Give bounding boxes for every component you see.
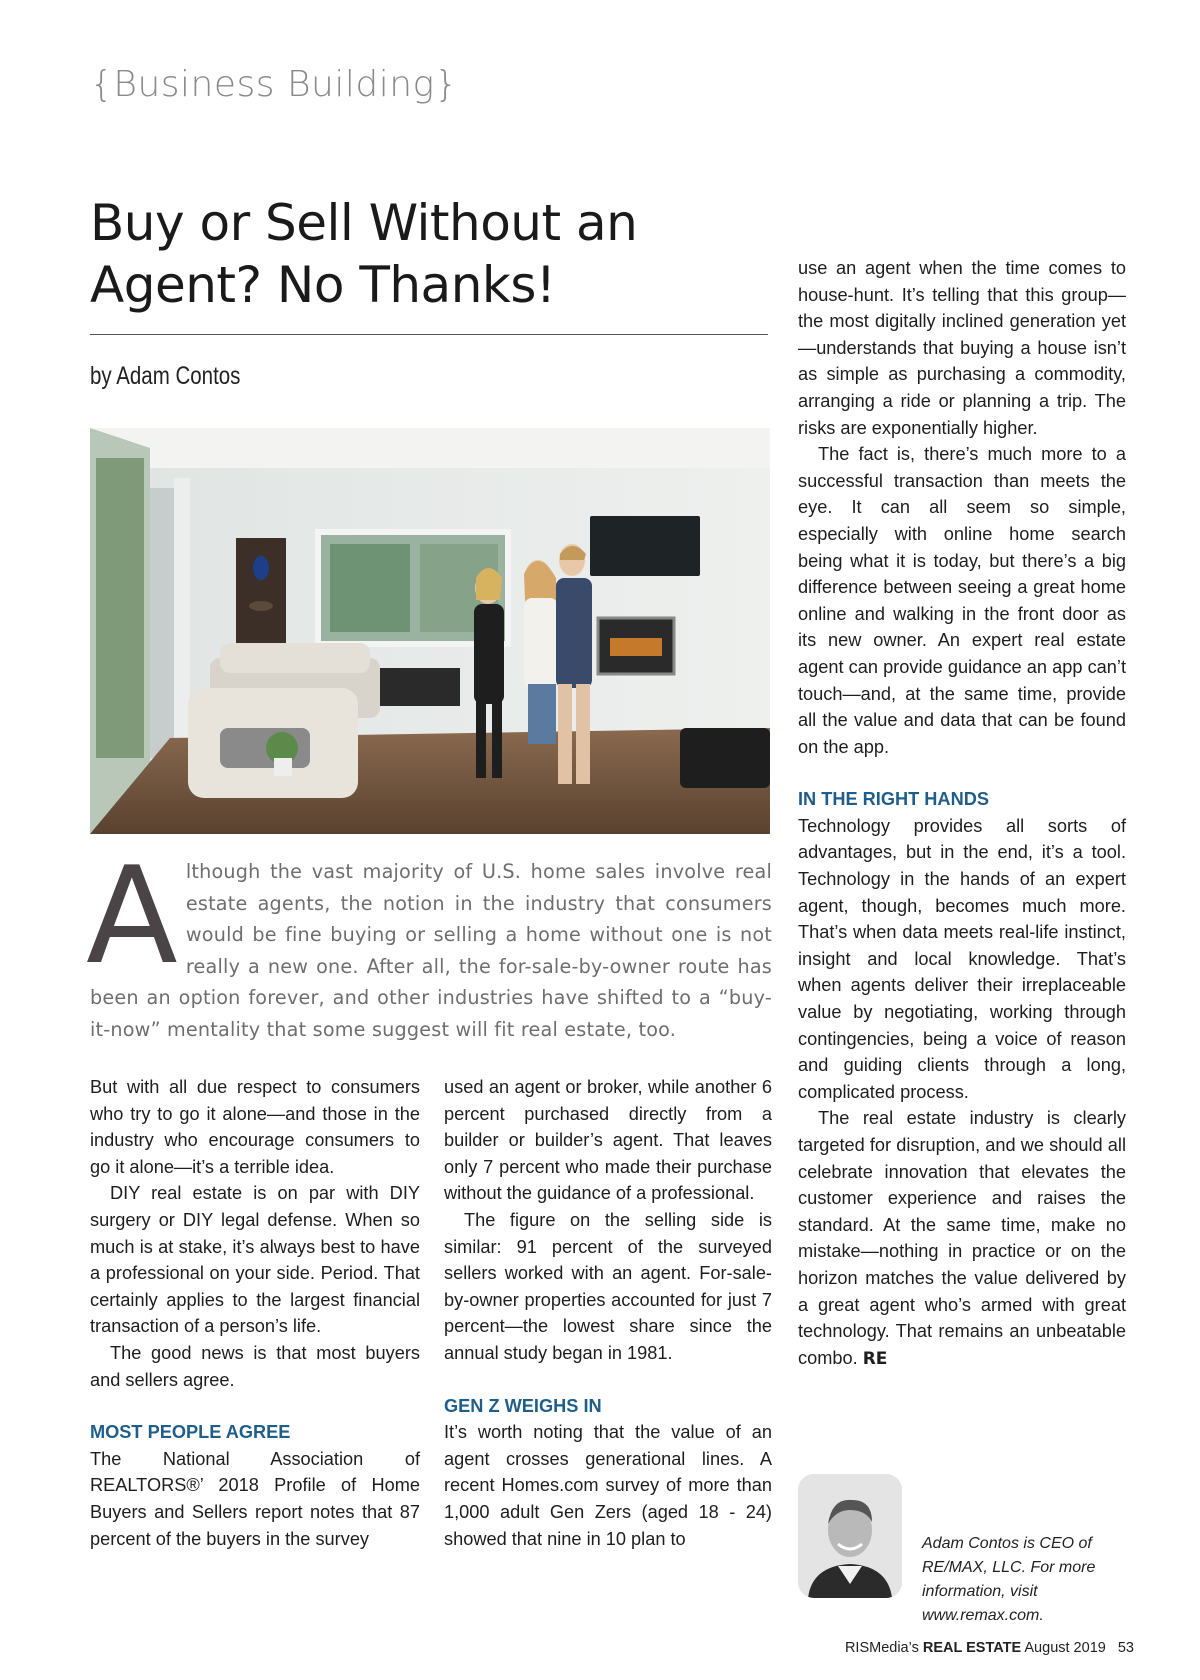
page-footer [845, 1640, 1134, 1656]
body-column-2 [444, 1074, 772, 1552]
headline-rule [90, 334, 768, 335]
body-paragraph: Technology provides all sorts of advantages, but in the end, it’s a tool. Technology in the hands of an expert agent, though, becomes much more. That’s when data meets real-life instinct, insight and local knowledge. That’s when agents deliver their irreplaceable value by negotiating, working through contingencies, being a voice of reason and guiding clients through a long, complicated process. [798, 815, 1126, 1102]
body-column-1 [90, 1074, 420, 1552]
drop-cap: A [86, 838, 178, 994]
subheading-most-people-agree: MOST PEOPLE AGREE [90, 1422, 291, 1443]
body-paragraph: use an agent when the time comes to house-hunt. It’s telling that this group—the most digitally inclined generation yet—understands that buying a house isn’t as simple as purchasing a commodity, arranging a ride or planning a trip. The risks are exponentially higher. [798, 258, 1126, 438]
final-text: The real estate industry is clearly targeted for disruption, and we should all celebrate innovation that elevates the customer experience and raises the standard. At the same time, make no mistake—nothing in practice or on the horizon matches the value delivered by a great agent who’s armed with great technology. That remains an unbeatable combo. [798, 1108, 1126, 1368]
body-paragraph: DIY real estate is on par with DIY surgery or DIY legal defense. When so much is at stake, it’s always best to have a professional on your side. Period. That certainly applies to the largest financial transaction of a person’s life. [90, 1183, 420, 1337]
subheading-gen-z-weighs-in: GEN Z WEIGHS IN [444, 1395, 602, 1416]
headline: Buy or Sell Without an Agent? No Thanks! [90, 194, 638, 314]
author-photo [798, 1474, 902, 1598]
lead-paragraph [86, 838, 772, 1045]
article-photo [90, 428, 770, 834]
footer-date: August 2019 [1024, 1640, 1106, 1656]
body-paragraph: The good news is that most buyers and sellers agree. [90, 1342, 420, 1390]
footer-brand: REAL ESTATE [922, 1640, 1022, 1656]
body-paragraph: But with all due respect to consumers who try to go it alone—and those in the industry who encourage consumers to go it alone—it’s a terrible idea. [90, 1077, 420, 1177]
footer-publisher: RISMedia’s [844, 1640, 919, 1656]
body-paragraph-final [798, 1105, 1126, 1372]
body-paragraph: used an agent or broker, while another 6 percent purchased directly from a builder or builder’s agent. That leaves only 7 percent who made their purchase without the guidance of a professional. [444, 1077, 772, 1204]
body-paragraph: The figure on the selling side is similar: 91 percent of the surveyed sellers worked with an agent. For-sale-by-owner properties accounted for just 7 percent—the lowest share since the annual study began in 1981. [444, 1209, 772, 1363]
end-mark: RE [862, 1348, 888, 1369]
body-paragraph: The National Association of REALTORS®’ 2018 Profile of Home Buyers and Sellers report notes that 87 percent of the buyers in the survey [90, 1448, 420, 1549]
subheading-in-the-right-hands: IN THE RIGHT HANDS [798, 789, 989, 810]
body-column-3 [798, 255, 1126, 1372]
lead-text: lthough the vast majority of U.S. home sales involve real estate agents, the notion in the industry that consumers would be fine buying or selling a home without one is not really a new one. After all, the for-sale-by-owner route has been an option forever, and other industries have shifted to a “buy-it-now” mentality that some suggest will fit real estate, too. [90, 860, 772, 1041]
author-bio: Adam Contos is CEO of RE/MAX, LLC. For more information, visit www.remax.com. [922, 1535, 1096, 1624]
section-label: {Business Building} [90, 64, 459, 105]
body-paragraph: The fact is, there’s much more to a successful transaction than meets the eye. It can all seem so simple, especially with online home search being what it is today, but there’s a big difference between seeing a great home online and walking in the front door as its new owner. An expert real estate agent can provide guidance an app can’t touch—and, at the same time, provide all the value and data that can be found on the app. [798, 444, 1126, 757]
body-paragraph: It’s worth noting that the value of an agent crosses generational lines. A recent Homes.com survey of more than 1,000 adult Gen Zers (aged 18 - 24) showed that nine in 10 plan to [444, 1422, 772, 1549]
byline: by Adam Contos [90, 362, 241, 390]
page-number: 53 [1117, 1640, 1134, 1656]
